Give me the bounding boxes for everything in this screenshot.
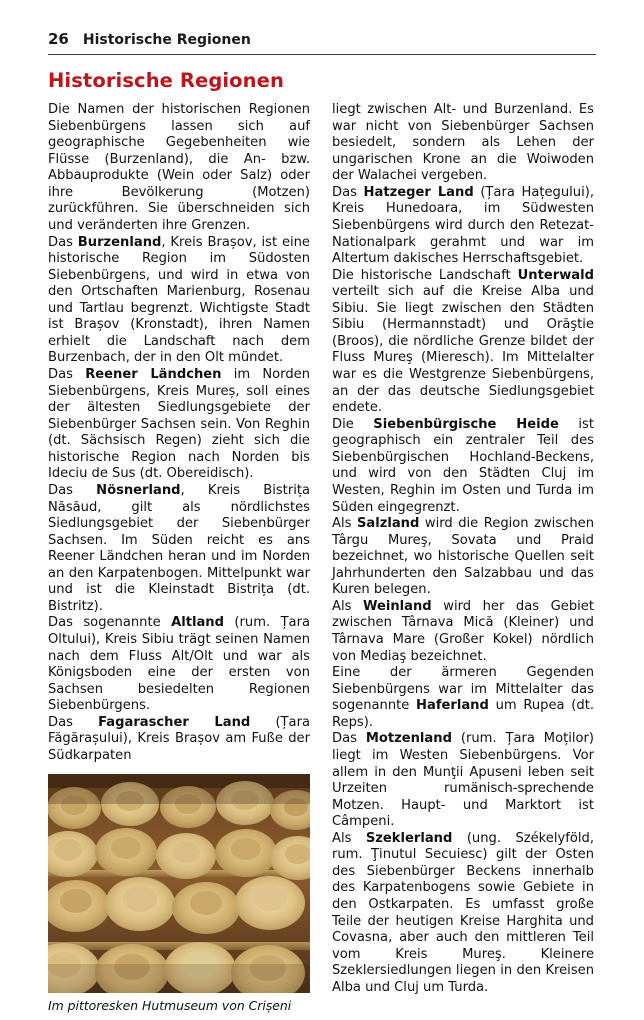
term-hatzeger-land: Hatzeger Land	[363, 184, 474, 200]
term-szeklerland: Szeklerland	[365, 830, 453, 846]
paragraph: Das Fagarascher Land (Țara Făgărașului), Kreis Brașov am Fuße der Südkarpaten	[48, 714, 310, 763]
figure-caption: Im pittoresken Hutmuseum von Crișeni	[48, 997, 292, 1013]
paragraph: Die Siebenbürgische Heide ist geographisch ein zentraler Teil des Siebenbürgischen Hochland-Beckens, und wird von den Städten Cluj im Westen, Reghin im Osten und Turda im Süden eingegrenzt.	[332, 416, 594, 515]
running-header	[48, 30, 596, 55]
term-salzland: Salzland	[356, 516, 420, 532]
term-fagarascher-land: Fagarascher Land	[98, 714, 251, 730]
paragraph: Das Motzenland (rum. Țara Moților) liegt im Westen Siebenbürgens. Vor allem in den Munţii Apuseni leben seit Urzeiten rumänisch-sprechende Motzen. Haupt- und Marktort ist Câmpeni.	[332, 731, 595, 830]
left-column	[48, 102, 310, 1013]
paragraph: Das Nösnerland, Kreis Bistrița Năsăud, gilt als nördlichstes Siedlungsgebiet der Siebenbürger Sachsen. Im Süden reicht es ans Reener Ländchen heran und im Norden an den Karpatenbogen. Mittelpunkt war und ist die Kleinstadt Bistrița (dt. Bistritz).	[48, 482, 310, 614]
term-unterwald: Unterwald	[517, 267, 594, 283]
running-header-title: Historische Regionen	[82, 32, 251, 48]
term-motzenland: Motzenland	[365, 731, 452, 747]
paragraph: Die historische Landschaft Unterwald verteilt sich auf die Kreise Alba und Sibiu. Sie liegt zwischen den Städten Sibiu (Hermannstadt) und Orăştie (Broos), die nördliche Grenze bildet der Fluss Mureş (Mieresch). Im Mittelalter war es die Westgrenze Siebenbürgens, an der das deutsche Siedlungsgebiet endete.	[332, 267, 594, 416]
page-number: 26	[48, 30, 69, 48]
term-altland: Altland	[171, 615, 224, 631]
term-haferland: Haferland	[416, 698, 489, 714]
paragraph: Das Burzenland, Kreis Brașov, ist eine historische Region im Südosten Siebenbürgens, und wird in etwa von den Ortschaften Marienburg, Rosenau und Tartlau begrenzt. Wichtigste Stadt ist Brașov (Kronstadt), ihren Namen erhielt die Landschaft nach dem Burzenbach, der in den Olt mündet.	[48, 234, 310, 366]
term-noesnerland: Nösnerland	[96, 482, 181, 498]
paragraph: Als Weinland wird her das Gebiet zwischen Târnava Mică (Kleiner) und Târnava Mare (Großer Kokel) nördlich von Mediaş bezeichnet.	[332, 598, 594, 664]
paragraph: Das Hatzeger Land (Țara Hațegului), Kreis Hunedoara, im Südwesten Siebenbürgens wird durch den Retezat-Nationalpark gerahmt und war im Altertum dakisches Herrschaftsgebiet.	[332, 184, 594, 267]
paragraph: liegt zwischen Alt- und Burzenland. Es war nicht von Siebenbürger Sachsen besiedelt, sondern als Lehen der ungarischen Krone an die Woiwoden der Walachei vergeben.	[332, 102, 594, 184]
right-column	[332, 102, 594, 996]
term-weinland: Weinland	[362, 598, 432, 614]
paragraph: Als Salzland wird die Region zwischen Târgu Mureş, Sovata und Praid bezeichnet, wo historische Quellen seit Jahrhunderten den Salzabbau und das Kuren belegen.	[332, 516, 594, 598]
term-siebenbuergische-heide: Siebenbürgische Heide	[373, 416, 559, 432]
paragraph: Das Reener Ländchen im Norden Siebenbürgens, Kreis Mureș, soll eines der ältesten Siedlungsgebiete der Siebenbürger Sachsen sein. Von Reghin (dt. Sächsisch Regen) zieht sich die historische Region nach Norden bis Ideciu de Sus (dt. Obereidisch).	[48, 367, 311, 482]
term-burzenland: Burzenland	[77, 234, 162, 250]
paragraph: Als Szeklerland (ung. Székelyföld, rum. Ţinutul Secuiesc) gilt der Osten des Siebenbürger Beckens innerhalb des Karpatenbogens sowie Gebiete in den Ostkarpaten. Es umfasst große Teile der heutigen Kreise Harghita und Covasna, aber auch den mittleren Teil vom Kreis Mureş. Kleinere Szeklersiedlungen liegen in den Kreisen Alba und Cluj um Turda.	[332, 830, 594, 995]
figure	[48, 774, 310, 1014]
term-reener-laendchen: Reener Ländchen	[85, 367, 222, 382]
paragraph: Eine der ärmeren Gegenden Siebenbürgens war im Mittelalter das sogenannte Haferland um Rupea (dt. Reps).	[332, 665, 594, 730]
paragraph: Die Namen der historischen Regionen Siebenbürgens lassen sich auf geographische Gegebenheiten wie Flüsse (Burzenland), die An- bzw. Abbauprodukte (Wein oder Salz) oder ihre Bevölkerung (Motzen) zurückführen. Sie überschneiden sich und veränderten ihre Grenzen.	[48, 102, 310, 233]
two-column-body	[48, 102, 596, 1013]
paragraph: Das sogenannte Altland (rum. Țara Oltului), Kreis Sibiu trägt seinen Namen nach dem Fluss Alt/Olt und war als Königsboden eine der ersten von Sachsen besiedelten Regionen Siebenbürgens.	[48, 615, 310, 714]
page-title: Historische Regionen	[48, 69, 284, 92]
hat-museum-photo	[48, 774, 310, 993]
